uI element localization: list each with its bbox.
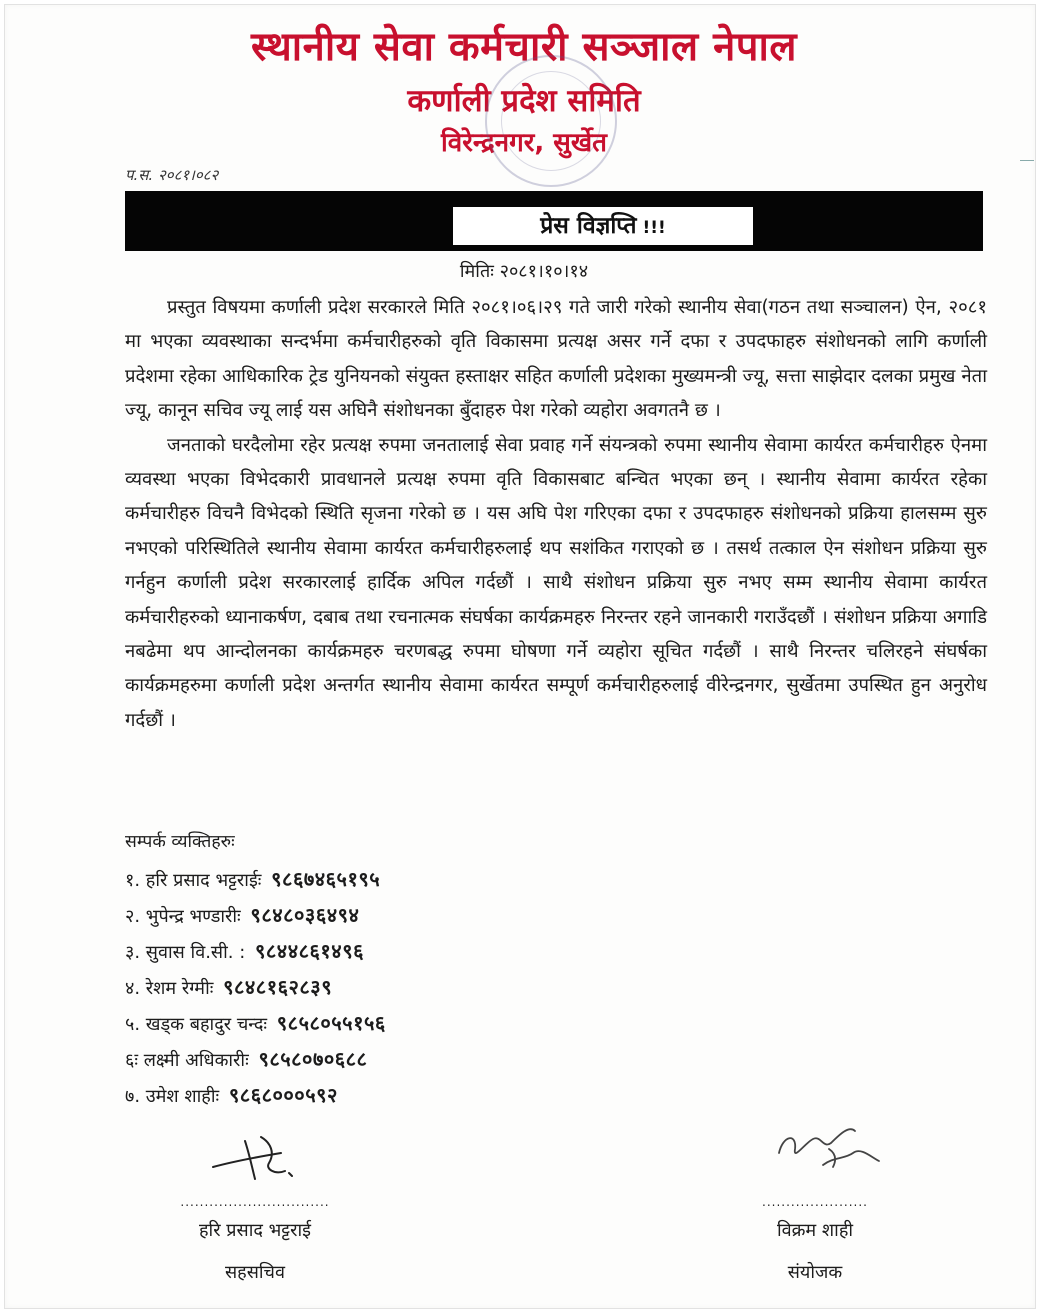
contacts-heading: सम्पर्क व्यक्तिहरुः [125,832,235,852]
contact-phone: ९८६७४६५१९५ [271,867,381,891]
contact-phone: ९८४४८६१४९६ [255,939,364,963]
signature-line: ............................... [180,1195,330,1209]
paragraph-1: प्रस्तुत विषयमा कर्णाली प्रदेश सरकारले मिति २०८१।०६।२९ गते जारी गरेको स्थानीय सेवा(गठन तथा सञ्चालन) ऐन, २०८१ मा भएका व्यवस्थाका सन्दर्भमा कर्मचारीहरुको वृति विकासमा प्रत्यक्ष असर गर्ने दफा र उपदफाहरु संशोधनको लागि कर्णाली प्रदेशमा रहेका आधिकारिक ट्रेड युनियनको संयुक्त हस्ताक्षर सहित कर्णाली प्रदेशका मुख्यमन्त्री ज्यू, सत्ता साझेदार दलका प्रमुख नेता ज्यू, कानून सचिव ज्यू लाई यस अघिनै संशोधनका बुँदाहरु पेश गरेको व्यहोरा अवगतनै छ । [125,297,987,422]
contact-item [125,1041,386,1077]
contact-phone: ९८५८०५५१५६ [276,1011,386,1035]
contact-phone: ९८४८०३६४९४ [250,903,360,927]
signature-right-image [769,1113,889,1193]
contact-item [125,861,386,897]
contact-phone: ९८४८१६२८३९ [223,975,333,999]
signatory-role: सहसचिव [225,1262,285,1283]
signature-line: ...................... [762,1195,868,1209]
contact-list [125,861,386,1113]
signatory-name: हरि प्रसाद भट्टराई [199,1220,311,1241]
contact-phone: ९८६८०००५९२ [228,1083,338,1107]
signature-left-image [205,1123,315,1193]
contact-name: ३. सुवास वि.सी. : [125,942,246,963]
contact-phone: ९८५८०७०६८८ [258,1047,368,1071]
signatory-role: संयोजक [787,1262,843,1283]
committee-name: कर्णाली प्रदेश समिति [407,83,641,119]
contact-item [125,1077,386,1113]
contact-name: ६ः लक्ष्मी अधिकारीः [125,1050,249,1071]
contact-item [125,969,386,1005]
title-box [453,207,753,245]
issue-date: मितिः २०८१।१०।१४ [459,261,589,282]
press-release-body [125,291,987,738]
signatory-name: विक्रम शाही [776,1220,854,1241]
title-exclaim: !!! [642,218,666,238]
title-label: प्रेस विज्ञप्ति [540,213,637,239]
letter-page [4,4,1036,1309]
edge-mark [1020,160,1034,161]
contact-item [125,933,386,969]
contact-item [125,1005,386,1041]
signatory-left [155,1195,355,1287]
reference-number: प.स. २०८१।०८२ [125,166,219,184]
contact-name: ५. खड्क बहादुर चन्दः [125,1014,268,1035]
contact-name: १. हरि प्रसाद भट्टराईः [125,870,262,891]
contact-name: ४. रेशम रेग्मीः [125,978,214,999]
organization-name: स्थानीय सेवा कर्मचारी सञ्जाल नेपाल [250,24,797,70]
signatory-right [745,1195,885,1287]
office-location: विरेन्द्रनगर, सुर्खेत [441,128,607,158]
contact-item [125,897,386,933]
title-band [125,191,983,251]
paragraph-2: जनताको घरदैलोमा रहेर प्रत्यक्ष रुपमा जनतालाई सेवा प्रवाह गर्ने संयन्त्रको रुपमा स्थानीय सेवामा कार्यरत कर्मचारीहरु ऐनमा व्यवस्था भएका विभेदकारी प्रावधानले प्रत्यक्ष रुपमा वृति विकासबाट बन्चित भएका छन् । स्थानीय सेवामा कार्यरत रहेका कर्मचारीहरु विचनै विभेदको स्थिति सृजना गरेको छ । यस अघि पेश गरिएका दफा र उपदफाहरु संशोधनको प्रक्रिया हालसम्म सुरु नभएको परिस्थितिले स्थानीय सेवामा कार्यरत कर्मचारीहरुलाई थप सशंकित गराएको छ । तसर्थ तत्काल ऐन संशोधन प्रक्रिया सुरु गर्नहुन कर्णाली प्रदेश सरकारलाई हार्दिक अपिल गर्दछौं । साथै संशोधन प्रक्रिया सुरु नभए सम्म स्थानीय सेवामा कार्यरत कर्मचारीहरुको ध्यानाकर्षण, दबाब तथा रचनात्मक संघर्षका कार्यक्रमहरु निरन्तर रहने जानकारी गराउँदछौं । संशोधन प्रक्रिया अगाडि नबढेमा थप आन्दोलनका कार्यक्रमहरु चरणबद्ध रुपमा घोषणा गर्ने व्यहोरा सूचित गर्दछौं । साथै निरन्तर चलिरहने संघर्षका कार्यक्रमहरुमा कर्णाली प्रदेश अन्तर्गत स्थानीय सेवामा कार्यरत सम्पूर्ण कर्मचारीहरुलाई वीरेन्द्रनगर, सुर्खेतमा उपस्थित हुन अनुरोध गर्दछौं । [125,434,987,731]
contact-name: ७. उमेश शाहीः [125,1086,220,1107]
office-stamp-seal [485,55,617,187]
contact-name: २. भुपेन्द्र भण्डारीः [125,906,241,927]
